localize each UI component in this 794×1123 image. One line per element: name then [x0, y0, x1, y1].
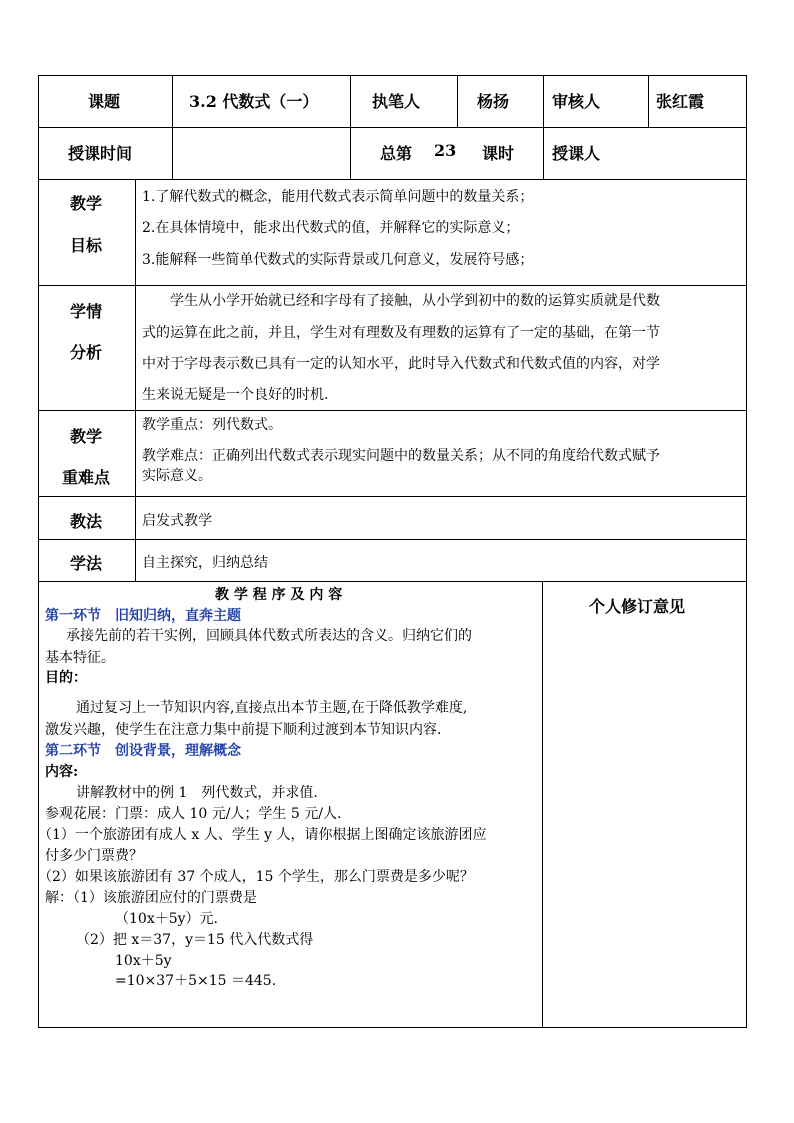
goal-item: 2.在具体情境中，能求出代数式的值，并解释它的实际意义； [142, 220, 520, 236]
reviewer-label: 审核人 [552, 92, 601, 111]
teacher-label: 授课人 [552, 144, 601, 163]
solution-step-2: （2）把 x＝37，y＝15 代入代数式得 [76, 932, 314, 948]
goals-label-line2: 目标 [70, 236, 103, 255]
author-value: 杨扬 [477, 92, 510, 111]
col-divider [542, 581, 543, 1028]
col-divider [172, 75, 173, 180]
purpose-text: 通过复习上一节知识内容,直接点出本节主题,在于降低教学难度, [76, 700, 468, 716]
key-difficulty-line2: 实际意义。 [142, 468, 212, 484]
topic-value: 3.2 代数式（一） [189, 92, 319, 111]
row-divider [38, 179, 747, 180]
table-border-top [38, 75, 747, 76]
analysis-line: 学生从小学开始就已经和字母有了接触，从小学到初中的数的运算实质就是代数 [170, 293, 660, 309]
analysis-line: 式的运算在此之前，并且，学生对有理数及有理数的运算有了一定的基础，在第一节 [142, 325, 660, 341]
row-divider [38, 581, 747, 582]
author-label: 执笔人 [372, 92, 421, 111]
keypoints-label-line2: 重难点 [62, 468, 111, 487]
solution-formula: 10x＋5y [115, 953, 172, 969]
key-difficulty-line1: 教学难点：正确列出代数式表示现实问题中的数量关系；从不同的角度给代数式赋予 [142, 448, 660, 464]
example-intro: 讲解教材中的例 1 列代数式，并求值. [76, 785, 318, 801]
purpose-text: 激发兴趣，使学生在注意力集中前提下顺利过渡到本节知识内容. [45, 722, 442, 738]
topic-label: 课题 [88, 92, 121, 111]
row-divider [38, 539, 747, 540]
learning-label: 学法 [70, 554, 103, 573]
revision-column-title: 个人修订意见 [589, 597, 686, 616]
goal-item: 1.了解代数式的概念，能用代数式表示简单问题中的数量关系； [142, 189, 534, 205]
solution-calculation: =10×37＋5×15 ＝445. [115, 973, 277, 989]
time-label: 授课时间 [68, 144, 133, 163]
table-border-right [746, 75, 747, 1028]
analysis-label-line2: 分析 [70, 343, 103, 362]
analysis-line: 中对于字母表示数已具有一定的认知水平，此时导入代数式和代数式值的内容，对学 [142, 356, 660, 372]
row-divider [38, 127, 747, 128]
analysis-line: 生来说无疑是一个良好的时机. [142, 387, 329, 403]
row-divider [38, 285, 747, 286]
goal-item: 3.能解释一些简单代数式的实际背景或几何意义，发展符号感； [142, 252, 534, 268]
period-number: 23 [434, 141, 457, 160]
content-label: 内容: [45, 764, 79, 780]
goals-label-line1: 教学 [70, 194, 103, 213]
table-border-bottom [38, 1027, 747, 1028]
section2-title: 第二环节 创设背景，理解概念 [45, 743, 241, 759]
procedure-title: 教 学 程 序 及 内 容 [215, 587, 343, 603]
col-divider [135, 179, 136, 582]
period-prefix: 总第 [380, 144, 413, 163]
key-focus: 教学重点：列代数式。 [142, 417, 282, 433]
reviewer-value: 张红霞 [656, 92, 705, 111]
section1-title: 第一环节 旧知归纳，直奔主题 [45, 608, 241, 624]
solution-label: 解：（1）该旅游团应付的门票费是 [45, 890, 257, 906]
question-1-cont: 付多少门票费？ [45, 848, 143, 864]
col-divider [648, 75, 649, 128]
period-suffix: 课时 [482, 144, 515, 163]
col-divider [543, 75, 544, 180]
row-divider [38, 496, 747, 497]
scenario-text: 参观花展：门票：成人 10 元/人；学生 5 元/人. [45, 806, 342, 822]
col-divider [350, 75, 351, 180]
question-2: （2）如果该旅游团有 37 个成人，15 个学生，那么门票费是多少呢？ [38, 869, 474, 885]
method-label: 教法 [70, 512, 103, 531]
section1-text: 承接先前的若干实例，回顾具体代数式所表达的含义。归纳它们的 [66, 628, 472, 644]
question-1: （1）一个旅游团有成人 x 人、学生 y 人，请你根据上图确定该旅游团应 [38, 827, 487, 843]
col-divider [457, 75, 458, 128]
keypoints-label-line1: 教学 [70, 427, 103, 446]
section1-text: 基本特征。 [45, 650, 115, 666]
learning-value: 自主探究，归纳总结 [142, 555, 268, 571]
row-divider [38, 410, 747, 411]
method-value: 启发式教学 [142, 513, 212, 529]
solution-expression: （10x＋5y）元. [115, 911, 218, 927]
analysis-label-line1: 学情 [70, 302, 103, 321]
purpose-label: 目的： [45, 670, 87, 686]
